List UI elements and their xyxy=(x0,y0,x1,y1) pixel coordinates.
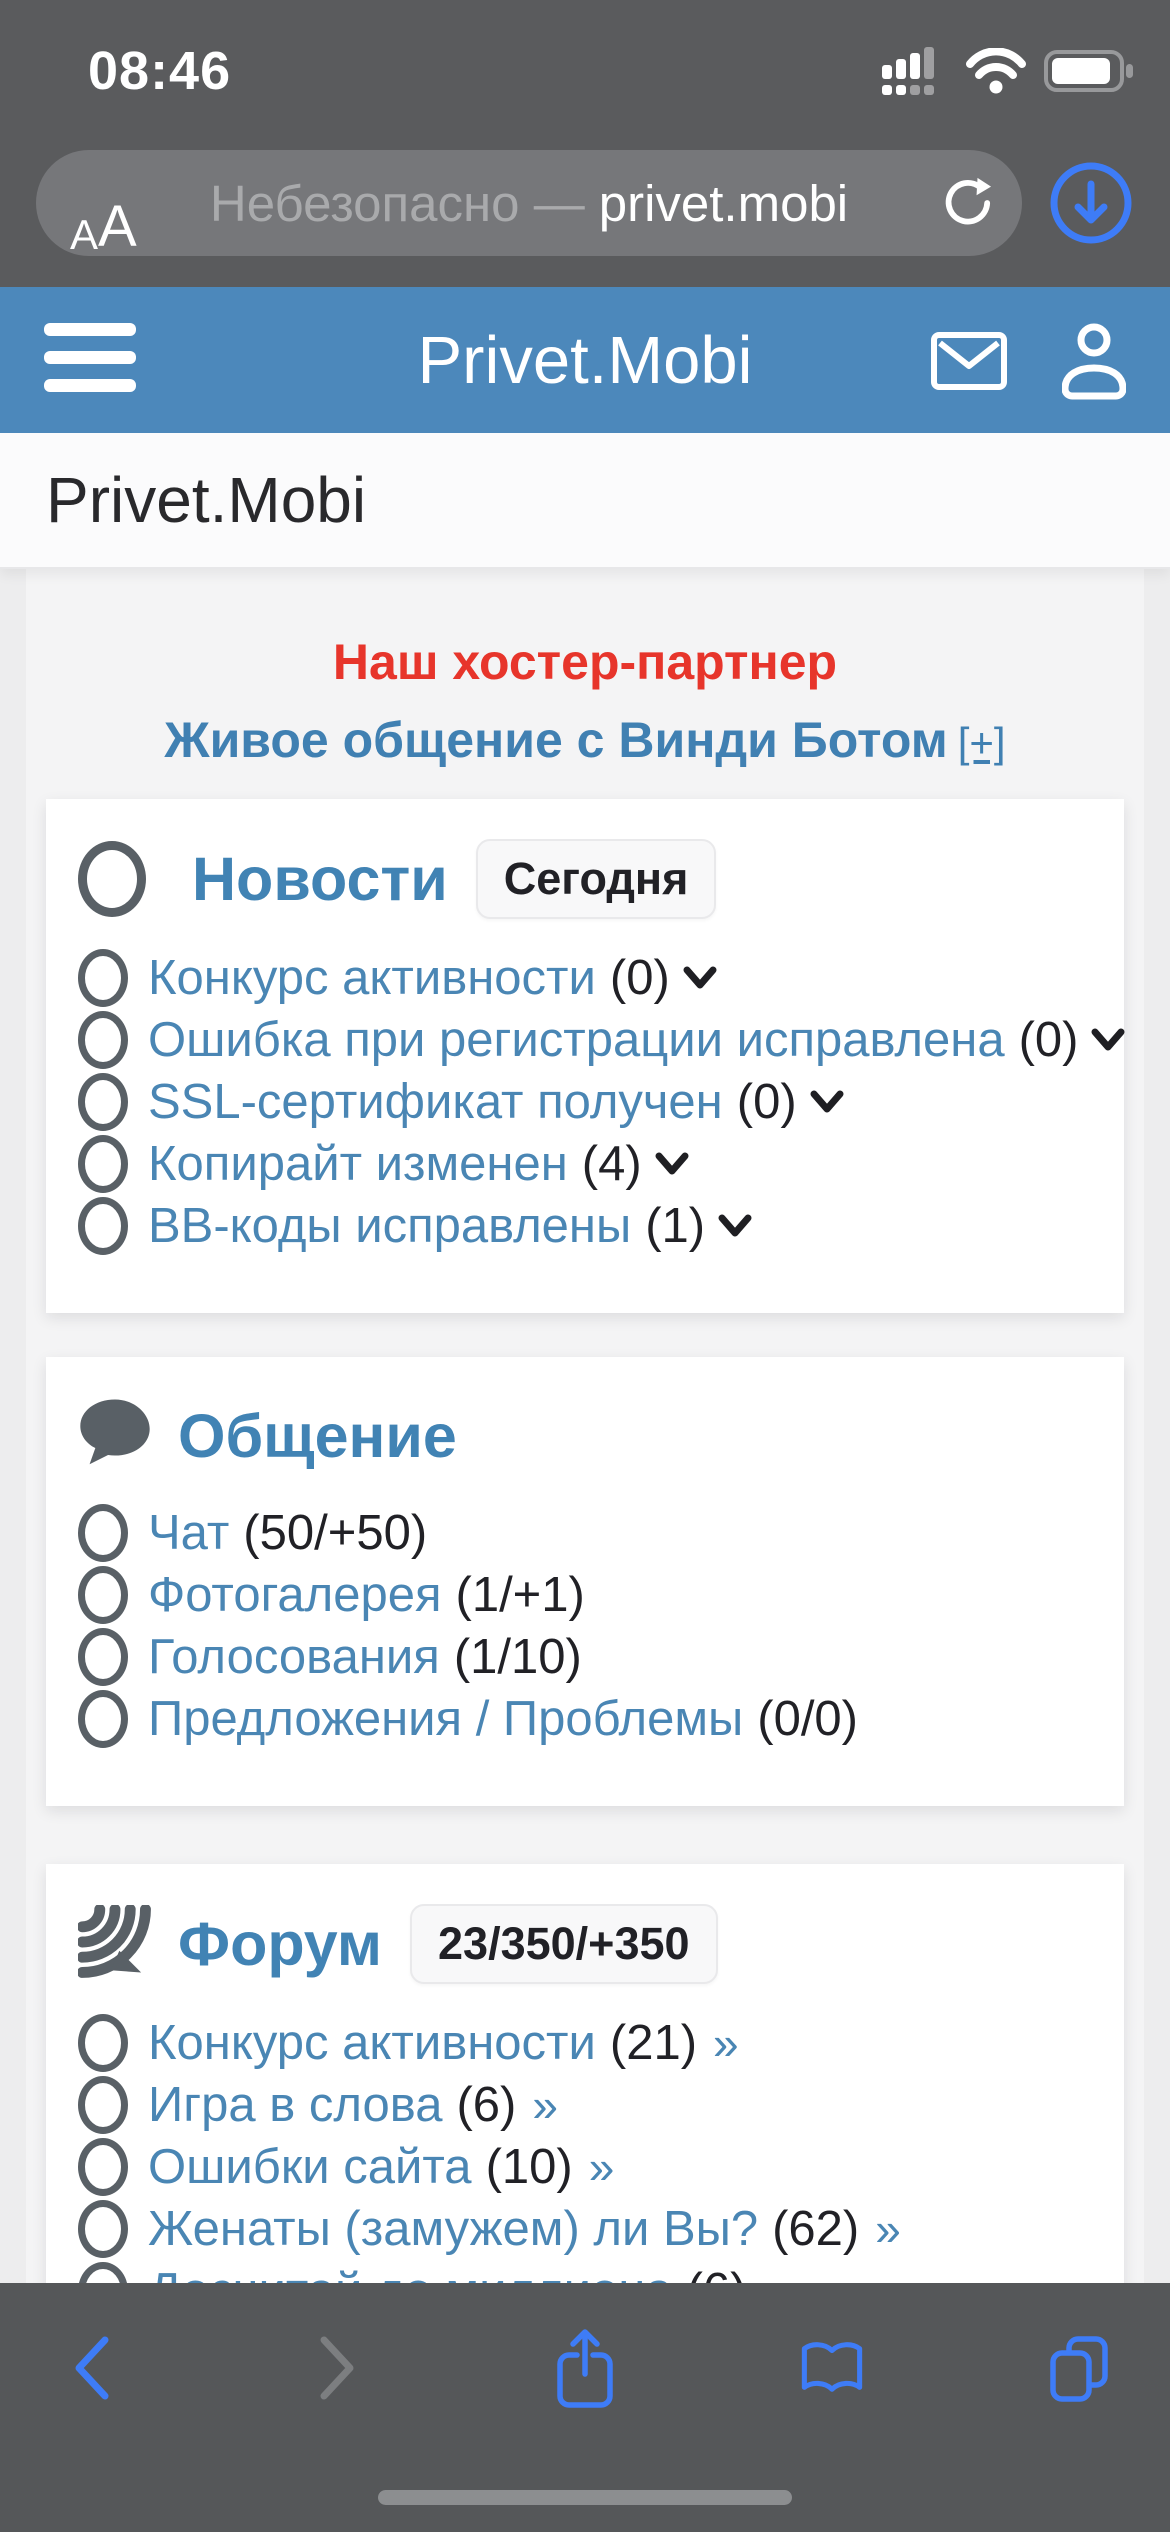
item-count: (0) xyxy=(1018,1013,1079,1067)
list-item xyxy=(78,2074,1092,2136)
mail-icon[interactable] xyxy=(930,331,1008,396)
hoster-partner-link[interactable]: Наш хостер-партнер xyxy=(332,634,838,690)
list-item xyxy=(78,1071,1092,1133)
forum-link[interactable]: Игра в слова xyxy=(148,2078,443,2132)
download-icon[interactable] xyxy=(1048,160,1134,246)
communication-link[interactable]: Голосования xyxy=(148,1630,440,1684)
item-count: (50/+50) xyxy=(243,1506,428,1560)
list-item xyxy=(78,1688,1092,1750)
vindy-expand-link[interactable]: [+] xyxy=(957,719,1006,766)
news-link[interactable]: SSL-сертификат получен xyxy=(148,1075,723,1129)
vindy-bot-link[interactable]: Живое общение с Винди Ботом xyxy=(164,712,948,768)
address-bar[interactable] xyxy=(36,150,1022,259)
item-count: (0) xyxy=(609,951,670,1005)
communication-link[interactable]: Чат xyxy=(148,1506,230,1560)
news-section-header xyxy=(78,839,1092,919)
more-link[interactable]: » xyxy=(532,2079,558,2131)
tabs-icon[interactable] xyxy=(1044,2323,1114,2413)
speech-bubble-icon xyxy=(78,1397,152,1474)
chevron-down-icon[interactable] xyxy=(682,964,718,992)
url-domain: privet.mobi xyxy=(598,174,849,232)
item-count: (62) xyxy=(772,2202,860,2256)
circle-icon xyxy=(78,2200,128,2258)
circle-icon xyxy=(78,2014,128,2072)
page-title-strip xyxy=(0,433,1170,569)
forum-list xyxy=(78,2012,1092,2322)
news-section-link[interactable]: Новости xyxy=(192,845,448,913)
circle-icon xyxy=(78,1011,128,1069)
news-card xyxy=(46,799,1124,1313)
list-item xyxy=(78,2198,1092,2260)
communication-link[interactable]: Предложения / Проблемы xyxy=(148,1692,744,1746)
forum-waves-icon xyxy=(78,1905,152,1984)
circle-icon xyxy=(78,1135,128,1193)
bookmarks-icon[interactable] xyxy=(797,2323,867,2413)
item-count: (1) xyxy=(645,1199,706,1253)
communication-section-header xyxy=(78,1397,1092,1474)
item-count: (1/+1) xyxy=(455,1568,585,1622)
circle-icon xyxy=(78,1197,128,1255)
news-badge: Сегодня xyxy=(476,839,717,919)
forum-section-header xyxy=(78,1904,1092,1984)
circle-icon xyxy=(78,949,128,1007)
site-title: Privet.Mobi xyxy=(417,322,753,398)
news-link[interactable]: BB-коды исправлены xyxy=(148,1199,632,1253)
promo-links xyxy=(0,569,1170,769)
list-item xyxy=(78,1133,1092,1195)
circle-icon xyxy=(78,2076,128,2134)
status-time: 08:46 xyxy=(88,41,232,101)
wifi-icon xyxy=(966,48,1026,99)
item-count: (10) xyxy=(485,2140,573,2194)
circle-icon xyxy=(78,1690,128,1748)
circle-icon xyxy=(78,1504,128,1562)
site-header xyxy=(0,287,1170,433)
url-text xyxy=(36,150,1022,259)
communication-card xyxy=(46,1357,1124,1806)
list-item xyxy=(78,2136,1092,2198)
item-count: (1/10) xyxy=(453,1630,582,1684)
item-count: (0) xyxy=(736,1075,797,1129)
circle-icon xyxy=(78,2138,128,2196)
forum-link[interactable]: Женаты (замужем) ли Вы? xyxy=(148,2202,759,2256)
forward-icon[interactable] xyxy=(303,2323,373,2413)
page-title: Privet.Mobi xyxy=(46,464,367,536)
home-indicator[interactable] xyxy=(378,2490,792,2505)
forum-link[interactable]: Ошибки сайта xyxy=(148,2140,472,2194)
list-item xyxy=(78,1626,1092,1688)
chevron-down-icon[interactable] xyxy=(809,1088,845,1116)
item-count: (21) xyxy=(609,2016,698,2070)
browser-toolbar xyxy=(0,2283,1170,2532)
item-count: (6) xyxy=(456,2078,517,2132)
news-link[interactable]: Ошибка при регистрации исправлена xyxy=(148,1013,1005,1067)
reader-a-small: A xyxy=(70,211,99,258)
communication-section-link[interactable]: Общение xyxy=(178,1401,457,1470)
list-item xyxy=(78,2012,1092,2074)
share-icon[interactable] xyxy=(550,2323,620,2413)
forum-badge: 23/350/+350 xyxy=(410,1904,718,1984)
reader-a-big: A xyxy=(98,194,137,259)
right-gutter xyxy=(1144,567,1170,2532)
news-link[interactable]: Конкурс активности xyxy=(148,951,596,1005)
list-item xyxy=(78,1564,1092,1626)
forum-section-link[interactable]: Форум xyxy=(178,1910,383,1978)
item-count: (0/0) xyxy=(757,1692,859,1746)
item-count: (4) xyxy=(581,1137,642,1191)
security-label: Небезопасно — xyxy=(209,174,585,232)
more-link[interactable]: » xyxy=(588,2141,615,2193)
chevron-down-icon[interactable] xyxy=(717,1212,753,1240)
list-item xyxy=(78,1009,1092,1071)
more-link[interactable]: » xyxy=(713,2017,739,2069)
circle-icon xyxy=(78,1628,128,1686)
cellular-signal-icon xyxy=(882,46,948,101)
list-item xyxy=(78,947,1092,1009)
user-icon[interactable] xyxy=(1062,323,1126,406)
status-icons xyxy=(882,46,1136,101)
news-list xyxy=(78,947,1092,1257)
left-gutter xyxy=(0,567,26,2532)
communication-list xyxy=(78,1502,1092,1750)
page-content xyxy=(0,569,1170,2532)
reload-icon[interactable] xyxy=(936,175,992,236)
list-item xyxy=(78,1502,1092,1564)
back-icon[interactable] xyxy=(56,2323,126,2413)
browser-top-chrome xyxy=(0,0,1170,287)
battery-icon xyxy=(1044,48,1136,99)
more-link[interactable]: » xyxy=(875,2203,901,2255)
circle-icon xyxy=(78,1073,128,1131)
communication-link[interactable]: Фотогалерея xyxy=(148,1568,442,1622)
news-link[interactable]: Копирайт изменен xyxy=(148,1137,568,1191)
chevron-down-icon[interactable] xyxy=(654,1150,690,1178)
circle-icon xyxy=(78,841,146,917)
chevron-down-icon[interactable] xyxy=(1090,1026,1126,1054)
list-item xyxy=(78,1195,1092,1257)
circle-icon xyxy=(78,1566,128,1624)
forum-link[interactable]: Конкурс активности xyxy=(148,2016,596,2070)
